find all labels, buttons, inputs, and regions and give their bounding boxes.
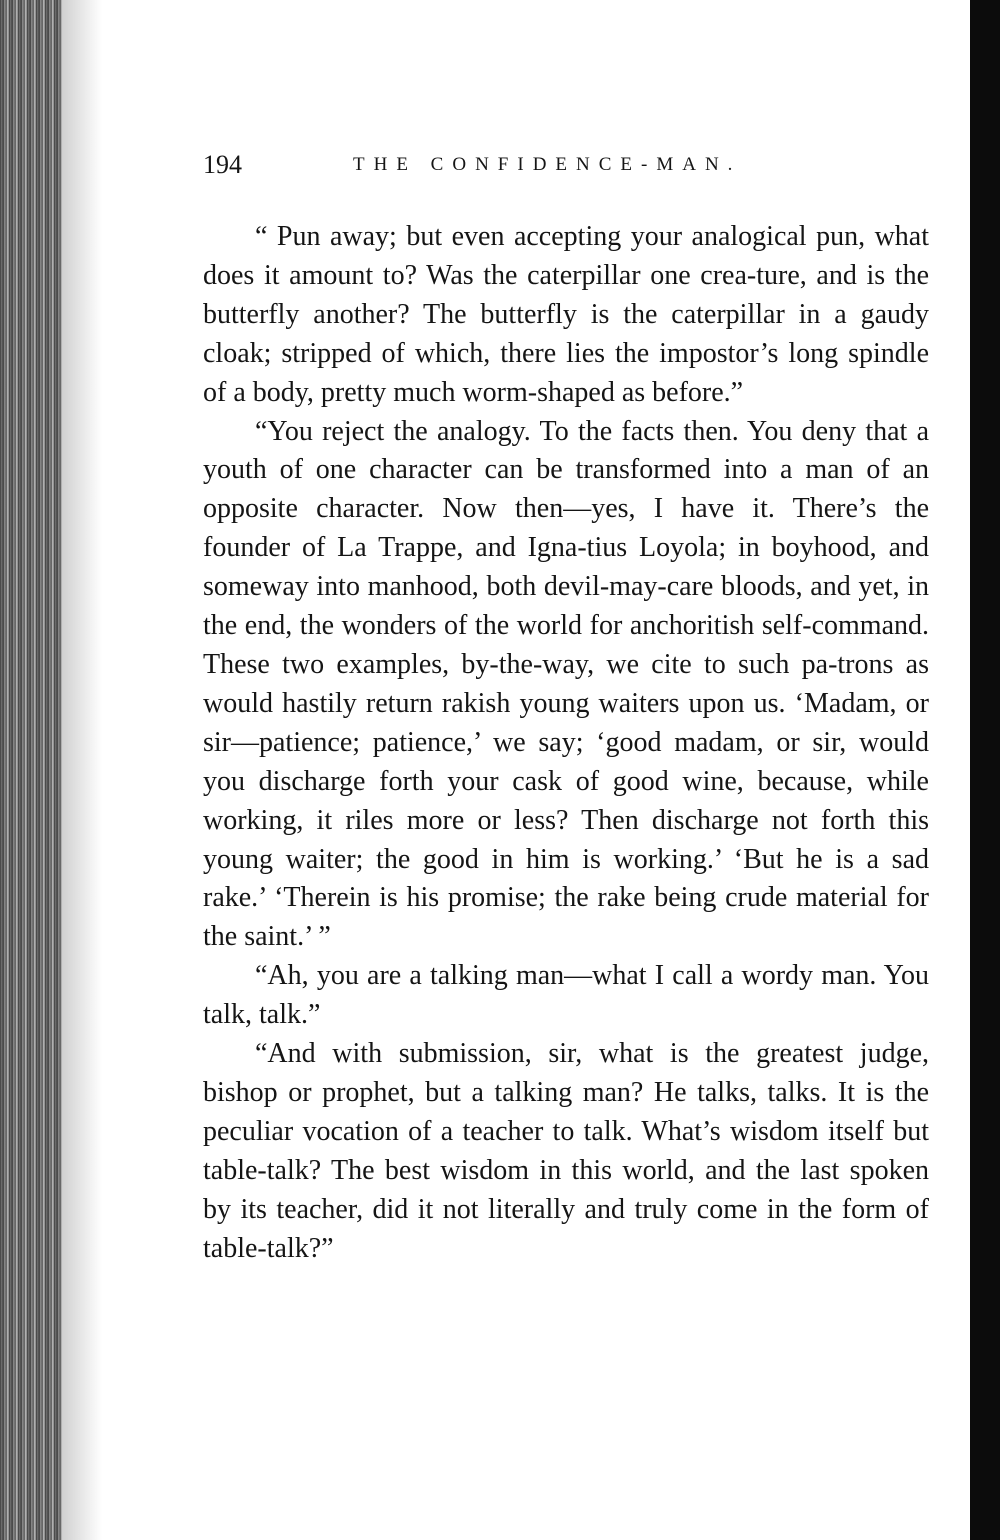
paragraph: “And with submission, sir, what is the greatest judge, bishop or prophet, but a talking man? He talks, talks. It is the peculiar vocation of a teacher to talk. What’s wisdom itself but table-talk? The best wisdom in this world, and the last spoken by its teacher, did it not literally and truly come in the form of table-talk?” xyxy=(203,1038,929,1264)
paragraph: “ Pun away; but even accepting your analogical pun, what does it amount to? Was the caterpillar one crea-ture, and is the butterfly another? The butterfly is the caterpillar in a gaudy cloak; stripped of which, there lies the impostor’s long spindle of a body, pretty much worm-shaped as before.” xyxy=(203,221,929,408)
page-number: 194 xyxy=(203,150,242,179)
page-right-edge xyxy=(970,0,1000,1540)
running-head: THE CONFIDENCE-MAN. xyxy=(353,154,742,175)
page-header xyxy=(203,150,833,186)
body-text xyxy=(203,218,929,1268)
paragraph: “Ah, you are a talking man—what I call a wordy man. You talk, talk.” xyxy=(203,960,929,1031)
paragraph: “You reject the analogy. To the facts then. You deny that a youth of one character can be transformed into a man of an opposite character. Now then—yes, I have it. There’s the founder of La Trappe, and Igna-tius Loyola; in boyhood, and someway into manhood, both devil-may-care bloods, and yet, in the end, the wonders of the world for anchoritish self-command. These two examples, by-the-way, we cite to such pa-trons as would hastily return rakish young waiters upon us. ‘Madam, or sir—patience; patience,’ we say; ‘good madam, or sir, would you discharge forth your cask of good wine, because, while working, it riles more or less? Then discharge not forth this young waiter; the good in him is working.’ ‘But he is a sad rake.’ ‘Therein is his promise; the rake being crude material for the saint.’ ” xyxy=(203,415,929,953)
book-binding-edge xyxy=(0,0,62,1540)
binding-shadow xyxy=(62,0,102,1540)
